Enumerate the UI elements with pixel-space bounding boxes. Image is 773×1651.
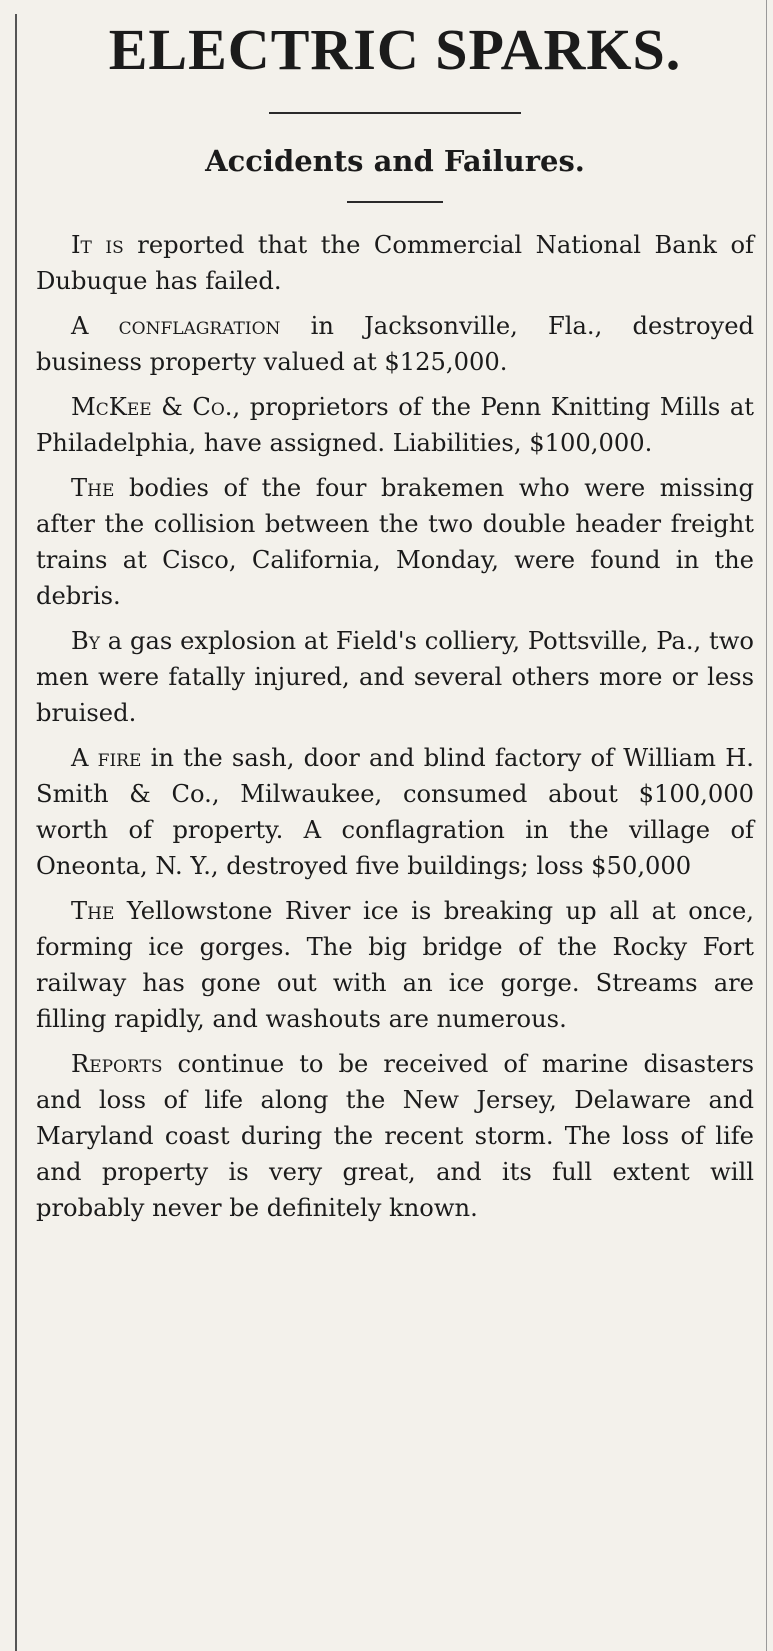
subhead-divider (347, 201, 443, 203)
section-subhead: Accidents and Failures. (205, 143, 585, 178)
article-lead: A fire (71, 743, 142, 772)
column-content (36, 18, 754, 1235)
column-rule-left (15, 14, 17, 1651)
article-body: in Jacksonville, Fla., destroyed business property valued at $125,000. (36, 311, 754, 376)
article-body: reported that the Commercial National Bank of Dubuque has failed. (36, 230, 754, 295)
article-lead: A conflagration (71, 311, 281, 340)
article-lead: The (71, 473, 115, 502)
article-lead: It is (71, 230, 124, 259)
article-paragraph (36, 470, 754, 614)
masthead-title: ELECTRIC SPARKS. (108, 17, 682, 82)
article-paragraph (36, 1046, 754, 1226)
article-body: a gas explosion at Field's colliery, Pottsville, Pa., two men were fatally injured, and several others more or less bruised. (36, 626, 754, 727)
article-body: in the sash, door and blind factory of William H. Smith & Co., Milwaukee, consumed about $100,000 worth of property. A conflagration in the village of Oneonta, N. Y., destroyed five buildings; loss $50,000 (36, 743, 754, 880)
article-lead: By (71, 626, 100, 655)
article-body: Yellowstone River ice is breaking up all at once, forming ice gorges. The big bridge of the Rocky Fort railway has gone out with an ice gorge. Streams are filling rapidly, and washouts are numerous. (36, 896, 754, 1033)
article-paragraph (36, 389, 754, 461)
article-paragraph (36, 893, 754, 1037)
article-list (36, 227, 754, 1226)
article-paragraph (36, 623, 754, 731)
article-body: bodies of the four brakemen who were missing after the collision between the two double header freight trains at Cisco, California, Monday, were found in the debris. (36, 473, 754, 610)
column-rule-right (766, 0, 767, 1651)
masthead-divider (269, 112, 521, 114)
article-paragraph (36, 308, 754, 380)
article-lead: McKee & Co. (71, 392, 233, 421)
article-lead: The (71, 896, 115, 925)
article-lead: Reports (71, 1049, 163, 1078)
article-body: continue to be received of marine disasters and loss of life along the New Jersey, Delaware and Maryland coast during the recent storm. The loss of life and property is very great, and its full extent will probably never be definitely known. (36, 1049, 754, 1222)
article-paragraph (36, 740, 754, 884)
article-body: , proprietors of the Penn Knitting Mills at Philadelphia, have assigned. Liabilities, $100,000. (36, 392, 755, 457)
article-paragraph (36, 227, 754, 299)
